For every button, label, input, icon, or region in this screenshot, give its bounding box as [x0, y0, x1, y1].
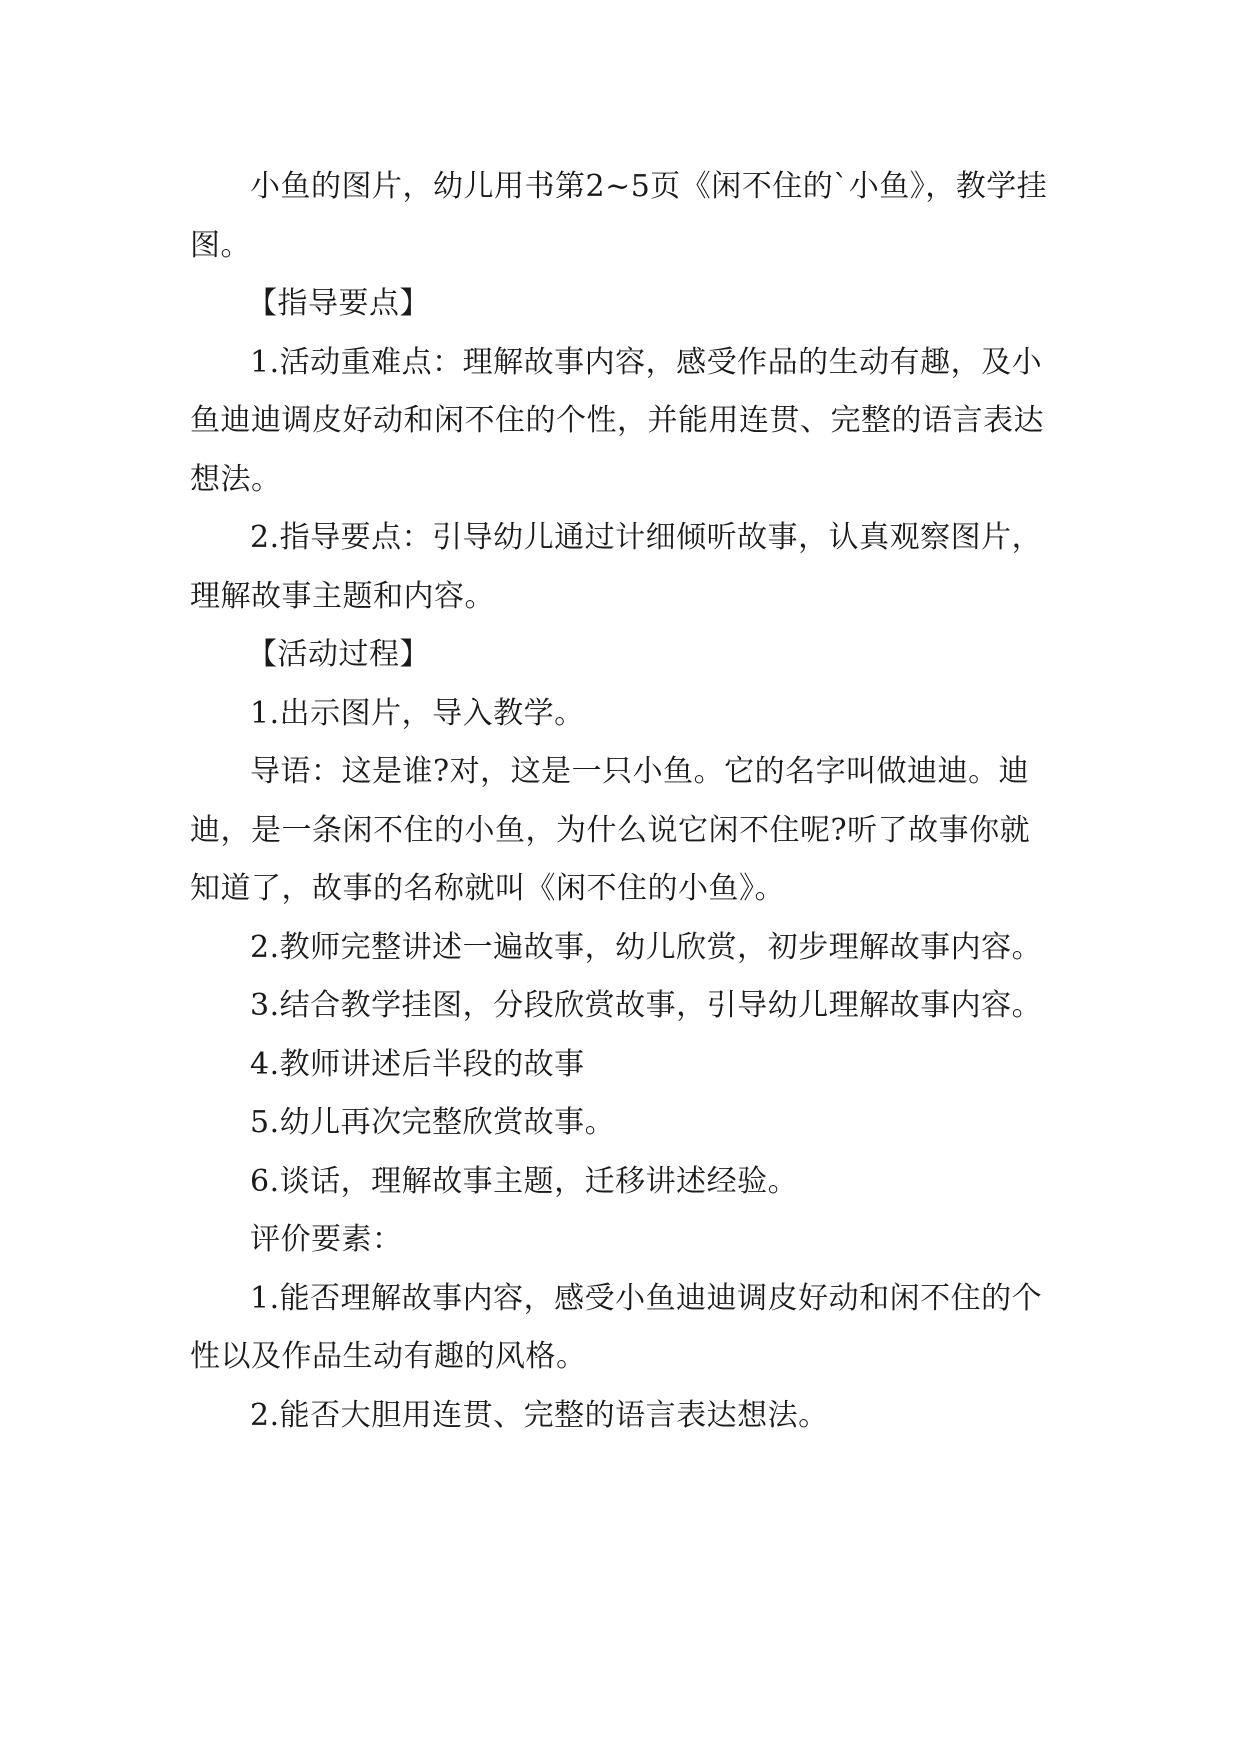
section-heading-process: 【活动过程】: [247, 637, 430, 672]
paragraph-step-1: 1.出示图片，导入教学。: [250, 695, 585, 731]
paragraph-step-6: 6.谈话，理解故事主题，迁移讲述经验。: [250, 1163, 799, 1199]
document-body: [190, 158, 1050, 1445]
paragraph-materials: 小鱼的图片，幼儿用书第2~5页《闲不住的`小鱼》，教学挂图。: [190, 169, 1048, 263]
paragraph-evaluation-heading: 评价要素：: [250, 1222, 403, 1257]
paragraph-evaluation-2: 2.能否大胆用连贯、完整的语言表达想法。: [250, 1397, 829, 1433]
paragraph-step-3: 3.结合教学挂图，分段欣赏故事，引导幼儿理解故事内容。: [250, 988, 1043, 1023]
paragraph-evaluation-1: 1.能否理解故事内容，感受小鱼迪迪调皮好动和闲不住的个性以及作品生动有趣的风格。: [190, 1280, 1043, 1374]
paragraph-guidance-points: 2.指导要点：引导幼儿通过计细倾听故事，认真观察图片，理解故事主题和内容。: [190, 520, 1043, 614]
paragraph-step-2: 2.教师完整讲述一遍故事，幼儿欣赏，初步理解故事内容。: [250, 929, 1043, 965]
paragraph-key-difficulties: 1.活动重难点：理解故事内容，感受作品的生动有趣，及小鱼迪迪调皮好动和闲不住的个性，并能用连贯、完整的语言表达想法。: [190, 344, 1044, 497]
paragraph-intro-speech: 导语：这是谁?对，这是一只小鱼。它的名字叫做迪迪。迪迪，是一条闲不住的小鱼，为什么说它闲不住呢?听了故事你就知道了，故事的名称就叫《闲不住的小鱼》。: [190, 754, 1031, 906]
paragraph-step-5: 5.幼儿再次完整欣赏故事。: [250, 1105, 616, 1140]
section-heading-guidance: 【指导要点】: [247, 286, 430, 321]
paragraph-step-4: 4.教师讲述后半段的故事: [250, 1046, 585, 1082]
